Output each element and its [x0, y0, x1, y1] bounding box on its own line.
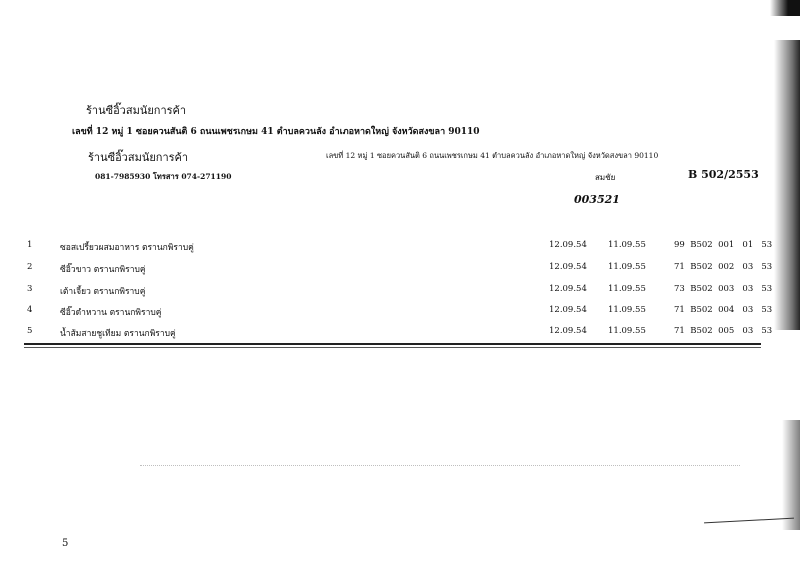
- product-name: ซอสเปรี้ยวผสมอาหาร ตรานกพิราบคู่: [60, 243, 194, 253]
- expiry-date: 11.09.55: [608, 305, 646, 315]
- table-row: [0, 282, 800, 300]
- table-bottom-rule: [24, 343, 761, 345]
- table-row: [0, 303, 800, 321]
- issue-date: 12.09.54: [549, 305, 587, 315]
- scan-edge-right-lower: [782, 420, 800, 530]
- scan-edge-top: [770, 0, 800, 16]
- table-row: [0, 238, 800, 256]
- issue-date: 12.09.54: [549, 262, 587, 272]
- product-code: 71 B502 005 03 53: [674, 326, 773, 336]
- serial-number: 003521: [574, 193, 620, 206]
- page-number: 5: [62, 538, 69, 549]
- row-number: 4: [27, 305, 33, 315]
- expiry-date: 11.09.55: [608, 326, 646, 336]
- issue-date: 12.09.54: [549, 284, 587, 294]
- scan-edge-right: [774, 40, 800, 330]
- product-code: 73 B502 003 03 53: [674, 284, 773, 294]
- expiry-date: 11.09.55: [608, 262, 646, 272]
- contact-phone: 081-7985930 โทรสาร 074-271190: [95, 172, 232, 181]
- row-number: 2: [27, 262, 33, 272]
- register-label: สมชัย: [595, 173, 616, 182]
- product-name: เต้าเจี้ยว ตรานกพิราบคู่: [60, 287, 146, 297]
- document-number: B 502/2553: [688, 168, 759, 181]
- table-bottom-rule-secondary: [24, 347, 761, 348]
- product-code: 71 B502 004 03 53: [674, 305, 773, 315]
- expiry-date: 11.09.55: [608, 240, 646, 250]
- product-name: ซีอิ๊วดำหวาน ตรานกพิราบคู่: [60, 308, 162, 318]
- shop-address-secondary: เลขที่ 12 หมู่ 1 ซอยควนสันติ 6 ถนนเพชรเกษม 41 ตำบลควนลัง อำเภอหาดใหญ่ จังหวัดสงขลา 90110: [326, 151, 659, 160]
- shop-name-secondary: ร้านซีอิ๊วสมนัยการค้า: [88, 151, 189, 164]
- product-name: ซีอิ๊วขาว ตรานกพิราบคู่: [60, 265, 146, 275]
- scan-edge-line: [704, 518, 794, 524]
- scan-noise: [140, 465, 740, 466]
- row-number: 5: [27, 326, 33, 336]
- shop-name: ร้านซีอิ๊วสมนัยการค้า: [86, 104, 187, 117]
- table-row: [0, 260, 800, 278]
- product-code: 71 B502 002 03 53: [674, 262, 773, 272]
- row-number: 1: [27, 240, 33, 250]
- issue-date: 12.09.54: [549, 240, 587, 250]
- row-number: 3: [27, 284, 33, 294]
- product-name: น้ำส้มสายชูเทียม ตรานกพิราบคู่: [60, 329, 176, 339]
- table-row: [0, 324, 800, 342]
- product-code: 99 B502 001 01 53: [674, 240, 773, 250]
- expiry-date: 11.09.55: [608, 284, 646, 294]
- issue-date: 12.09.54: [549, 326, 587, 336]
- shop-address: เลขที่ 12 หมู่ 1 ซอยควนสันติ 6 ถนนเพชรเกษม 41 ตำบลควนลัง อำเภอหาดใหญ่ จังหวัดสงขลา 90110: [72, 127, 480, 137]
